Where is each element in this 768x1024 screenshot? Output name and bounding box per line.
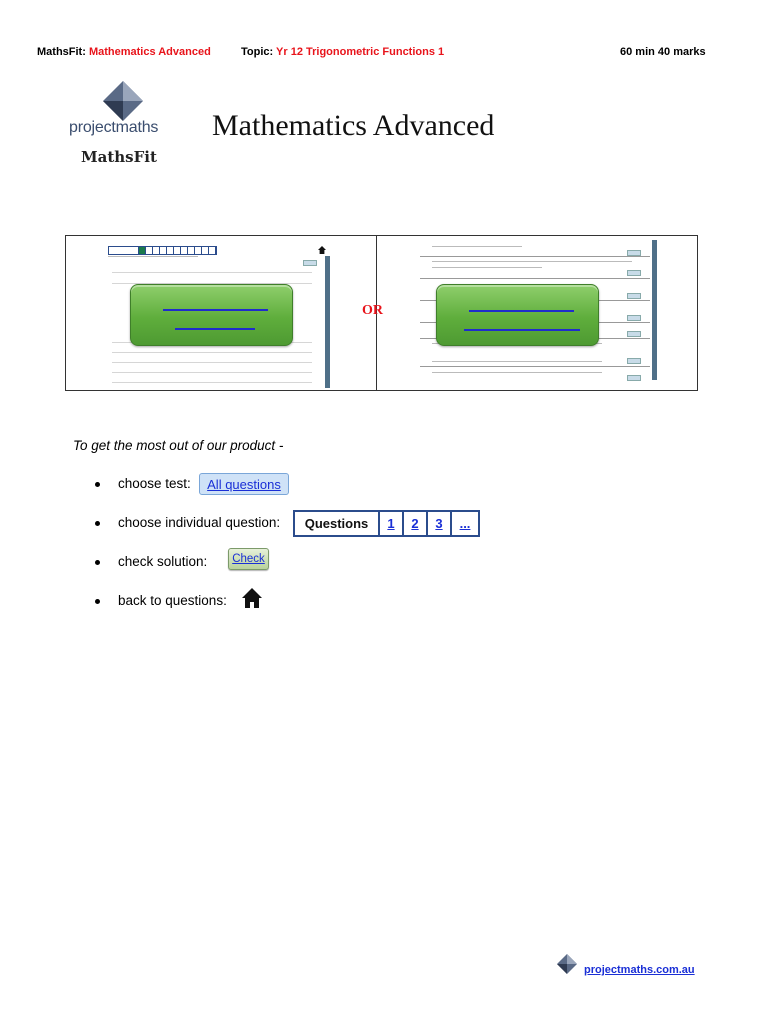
tab-question-3[interactable]: 3 — [428, 512, 452, 535]
question-tabs — [293, 510, 480, 537]
header-topic — [241, 46, 444, 58]
choose-individual-label: choose individual question: — [118, 515, 281, 530]
mini-question-text — [432, 267, 542, 268]
mini-question-text — [432, 372, 602, 373]
intro-text: To get the most out of our product - — [73, 438, 284, 453]
mini-row-divider — [420, 256, 650, 257]
mini-row-divider — [420, 366, 650, 367]
mini-check-button — [627, 331, 641, 337]
mini-check-button — [627, 270, 641, 276]
mini-check-button — [627, 293, 641, 299]
logo-brand: projectmaths — [69, 119, 159, 136]
course-name: Mathematics Advanced — [88, 46, 211, 58]
mini-line — [112, 382, 312, 383]
mini-check-button — [627, 250, 641, 256]
duration-marks: 60 min 40 marks — [620, 46, 706, 58]
topic-name: Yr 12 Trigonometric Functions 1 — [276, 46, 445, 58]
mini-row-divider — [420, 278, 650, 279]
tab-questions[interactable]: Questions — [295, 512, 380, 535]
mini-question-text — [432, 261, 632, 262]
mini-scrollbar-right — [652, 240, 657, 380]
topic-label: Topic: — [241, 46, 274, 58]
check-solution-label: check solution: — [118, 554, 208, 569]
mini-question-text — [432, 246, 522, 247]
preview-button-right — [436, 284, 599, 346]
choose-test-label: choose test: — [118, 476, 191, 491]
preview-link-line — [163, 309, 268, 311]
all-questions-button[interactable]: All questions — [199, 473, 289, 495]
preview-link-line — [175, 328, 255, 330]
mini-question-text — [432, 361, 602, 362]
mini-check-button — [627, 375, 641, 381]
diamond-logo-icon — [102, 80, 144, 122]
mini-home-icon — [318, 246, 326, 254]
bullet-dot — [95, 482, 100, 487]
bullet-dot — [95, 560, 100, 565]
logo-sub: MathsFit — [81, 148, 157, 166]
tab-question-1[interactable]: 1 — [380, 512, 404, 535]
tab-more[interactable]: ... — [459, 516, 471, 531]
mini-question-text — [108, 256, 198, 257]
header-course — [37, 46, 211, 58]
footer-website-link[interactable]: projectmaths.com.au — [584, 964, 695, 976]
mini-line — [112, 352, 312, 353]
mini-line — [112, 372, 312, 373]
page-title: Mathematics Advanced — [212, 109, 495, 142]
or-label: OR — [362, 303, 383, 318]
preview-link-line — [464, 329, 580, 331]
footer-logo-icon — [556, 953, 578, 975]
tab-question-2[interactable]: 2 — [404, 512, 428, 535]
preview-button-left — [130, 284, 293, 346]
mini-question-tabs — [108, 246, 217, 255]
mini-line — [112, 362, 312, 363]
mini-check-button — [627, 315, 641, 321]
home-icon[interactable] — [241, 587, 263, 609]
preview-link-line — [469, 310, 574, 312]
mini-line — [112, 272, 312, 273]
mini-scrollbar — [325, 256, 330, 388]
mini-check-button — [303, 260, 317, 266]
back-to-questions-label: back to questions: — [118, 593, 227, 608]
mini-check-button — [627, 358, 641, 364]
mathsfit-label: MathsFit: — [37, 46, 86, 58]
bullet-dot — [95, 521, 100, 526]
check-button[interactable]: Check — [228, 548, 269, 570]
bullet-dot — [95, 599, 100, 604]
